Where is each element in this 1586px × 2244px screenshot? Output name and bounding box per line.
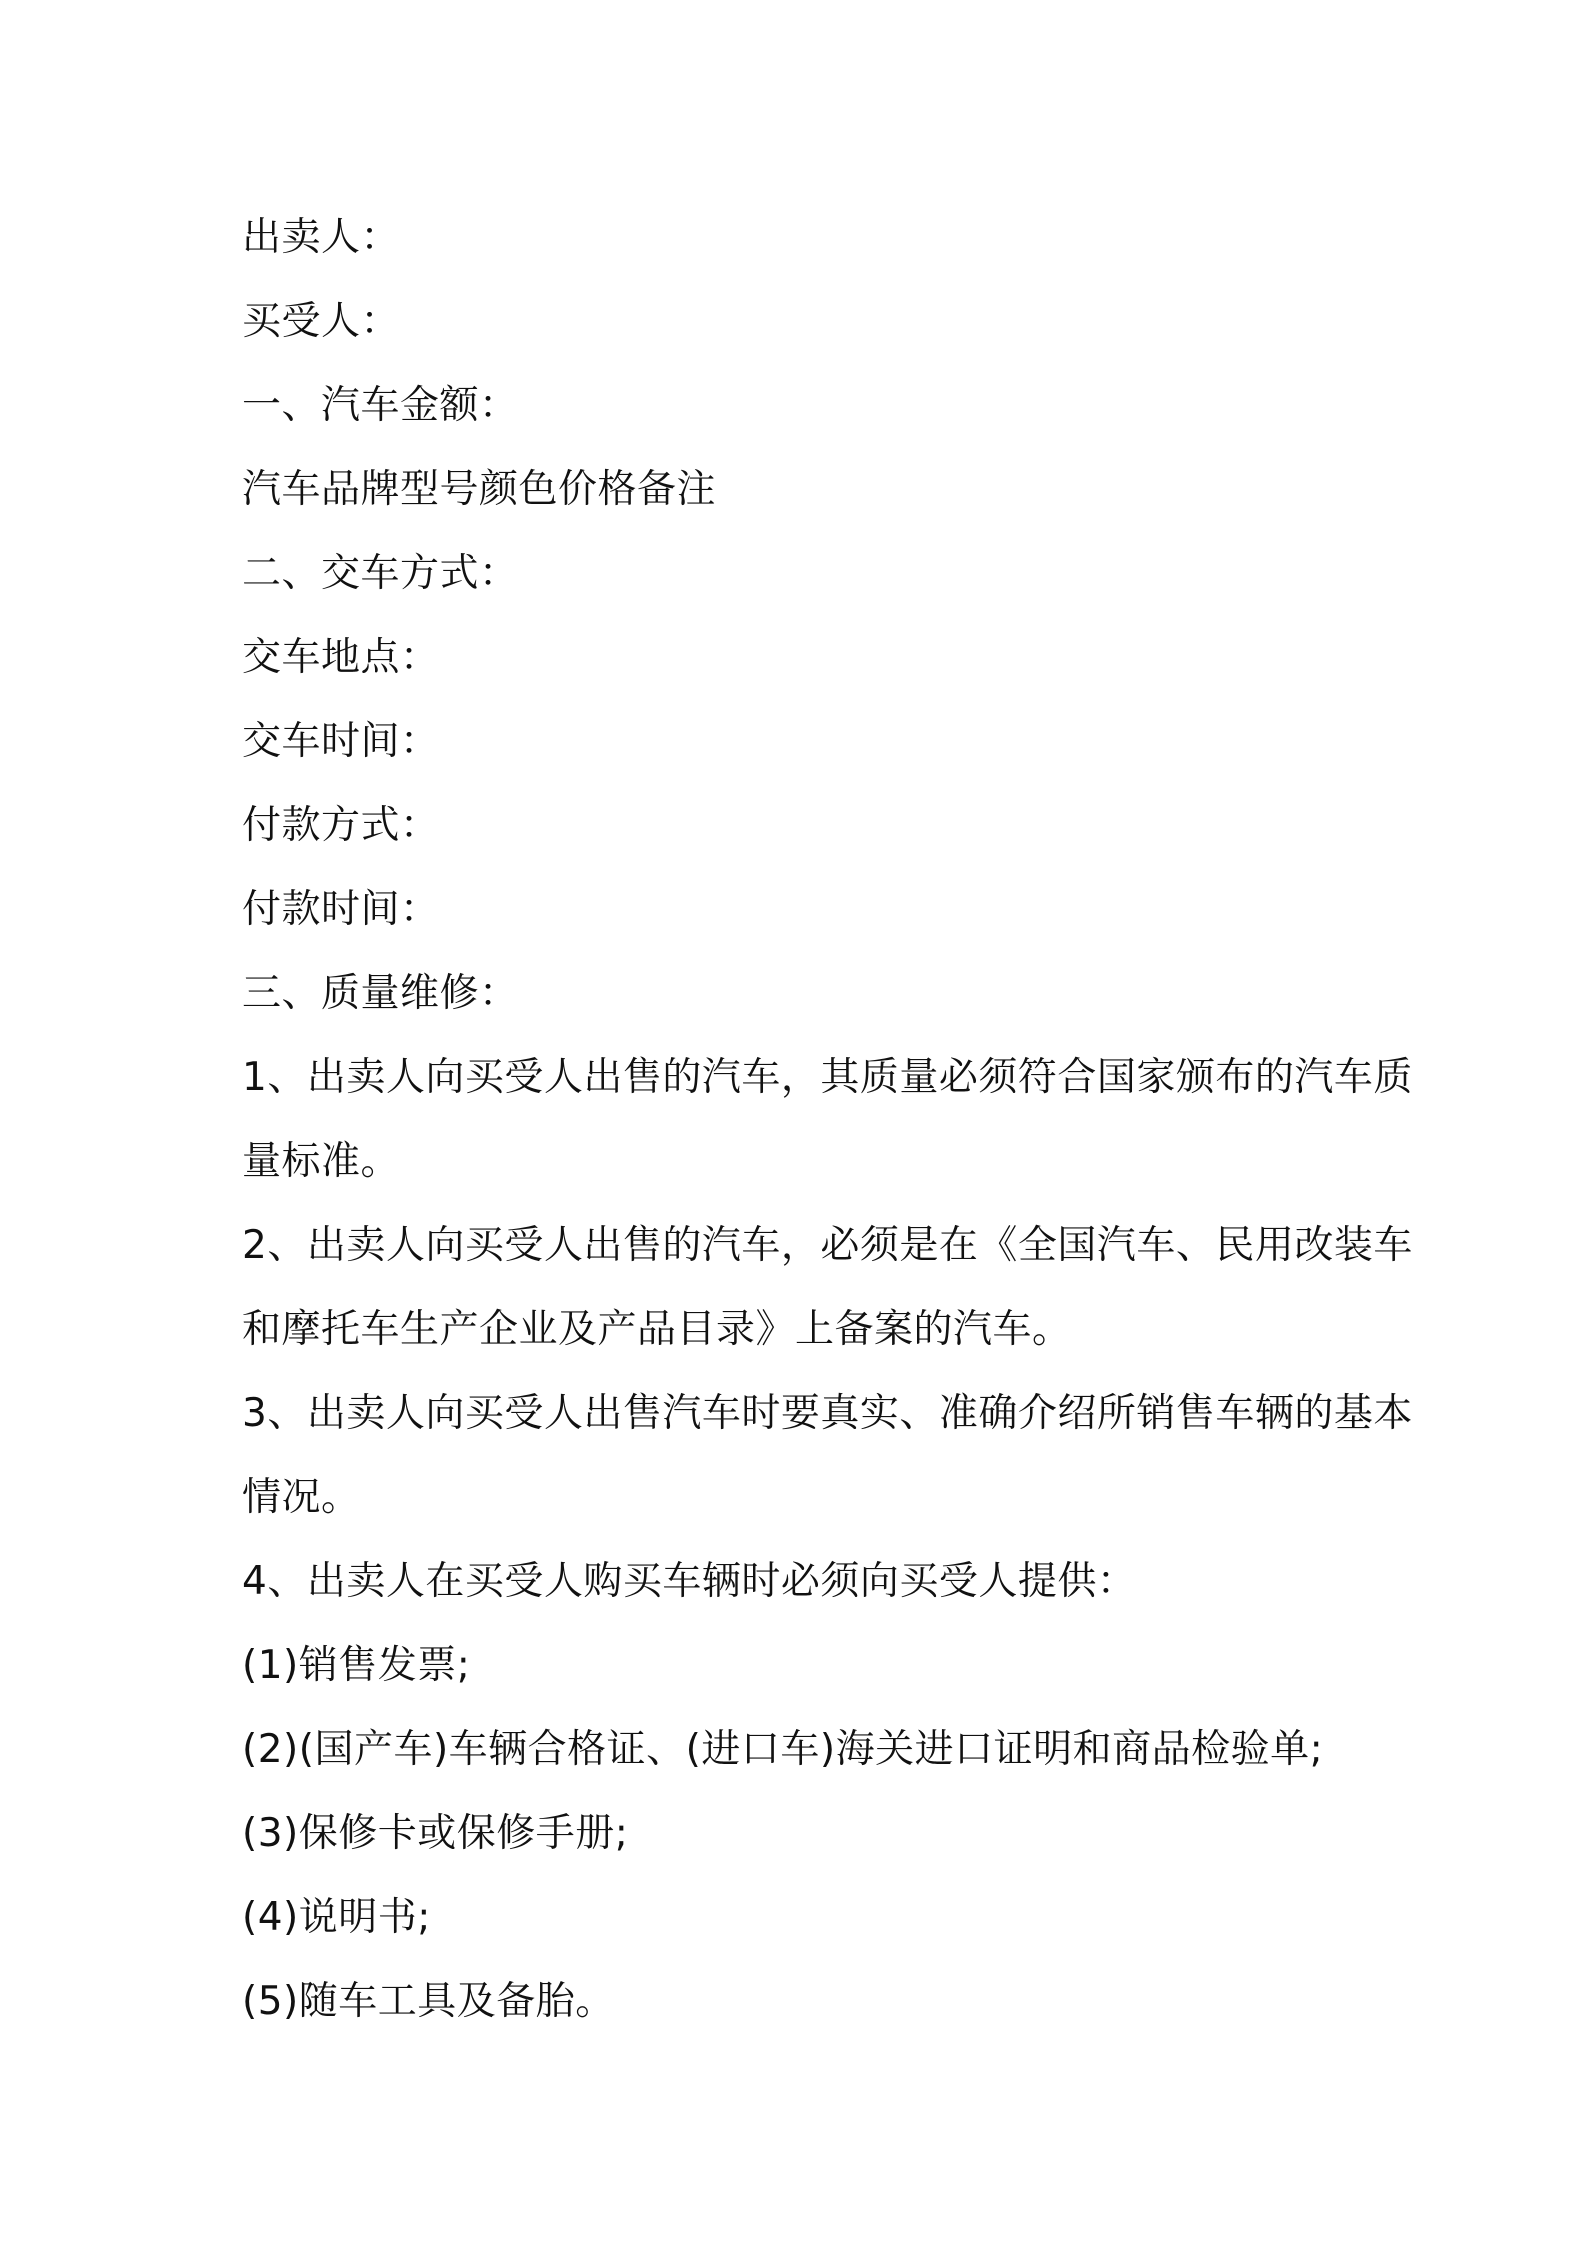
clause-2-line-2: 和摩托车生产企业及产品目录》上备案的汽车。: [242, 1307, 1072, 1352]
list-item-4: (4)说明书;: [242, 1895, 431, 1940]
section-1-heading: 一、汽车金额：: [242, 383, 519, 428]
list-item-5: (5)随车工具及备胎。: [242, 1979, 615, 2024]
document-body: [242, 196, 1413, 2044]
seller-label: 出卖人：: [242, 215, 401, 260]
list-item-2: (2)(国产车)车辆合格证、(进口车)海关进口证明和商品检验单;: [242, 1727, 1324, 1772]
clause-3-line-2: 情况。: [242, 1475, 361, 1520]
list-item-3: (3)保修卡或保修手册;: [242, 1811, 629, 1856]
clause-3-line-1: 3、出卖人向买受人出售汽车时要真实、准确介绍所销售车辆的基本: [242, 1391, 1413, 1436]
section-3-heading: 三、质量维修：: [242, 971, 519, 1016]
delivery-time-label: 交车时间：: [242, 719, 440, 764]
clause-1-line-1: 1、出卖人向买受人出售的汽车，其质量必须符合国家颁布的汽车质: [242, 1055, 1413, 1100]
payment-method-label: 付款方式：: [242, 803, 440, 848]
section-2-heading: 二、交车方式：: [242, 551, 519, 596]
delivery-location-label: 交车地点：: [242, 635, 440, 680]
payment-time-label: 付款时间：: [242, 887, 440, 932]
clause-4-line: 4、出卖人在买受人购买车辆时必须向买受人提供：: [242, 1559, 1137, 1604]
buyer-label: 买受人：: [242, 299, 401, 344]
clause-2-line-1: 2、出卖人向买受人出售的汽车，必须是在《全国汽车、民用改装车: [242, 1223, 1413, 1268]
car-table-header: 汽车品牌型号颜色价格备注: [242, 467, 717, 512]
clause-1-line-2: 量标准。: [242, 1139, 401, 1184]
list-item-1: (1)销售发票;: [242, 1643, 471, 1688]
